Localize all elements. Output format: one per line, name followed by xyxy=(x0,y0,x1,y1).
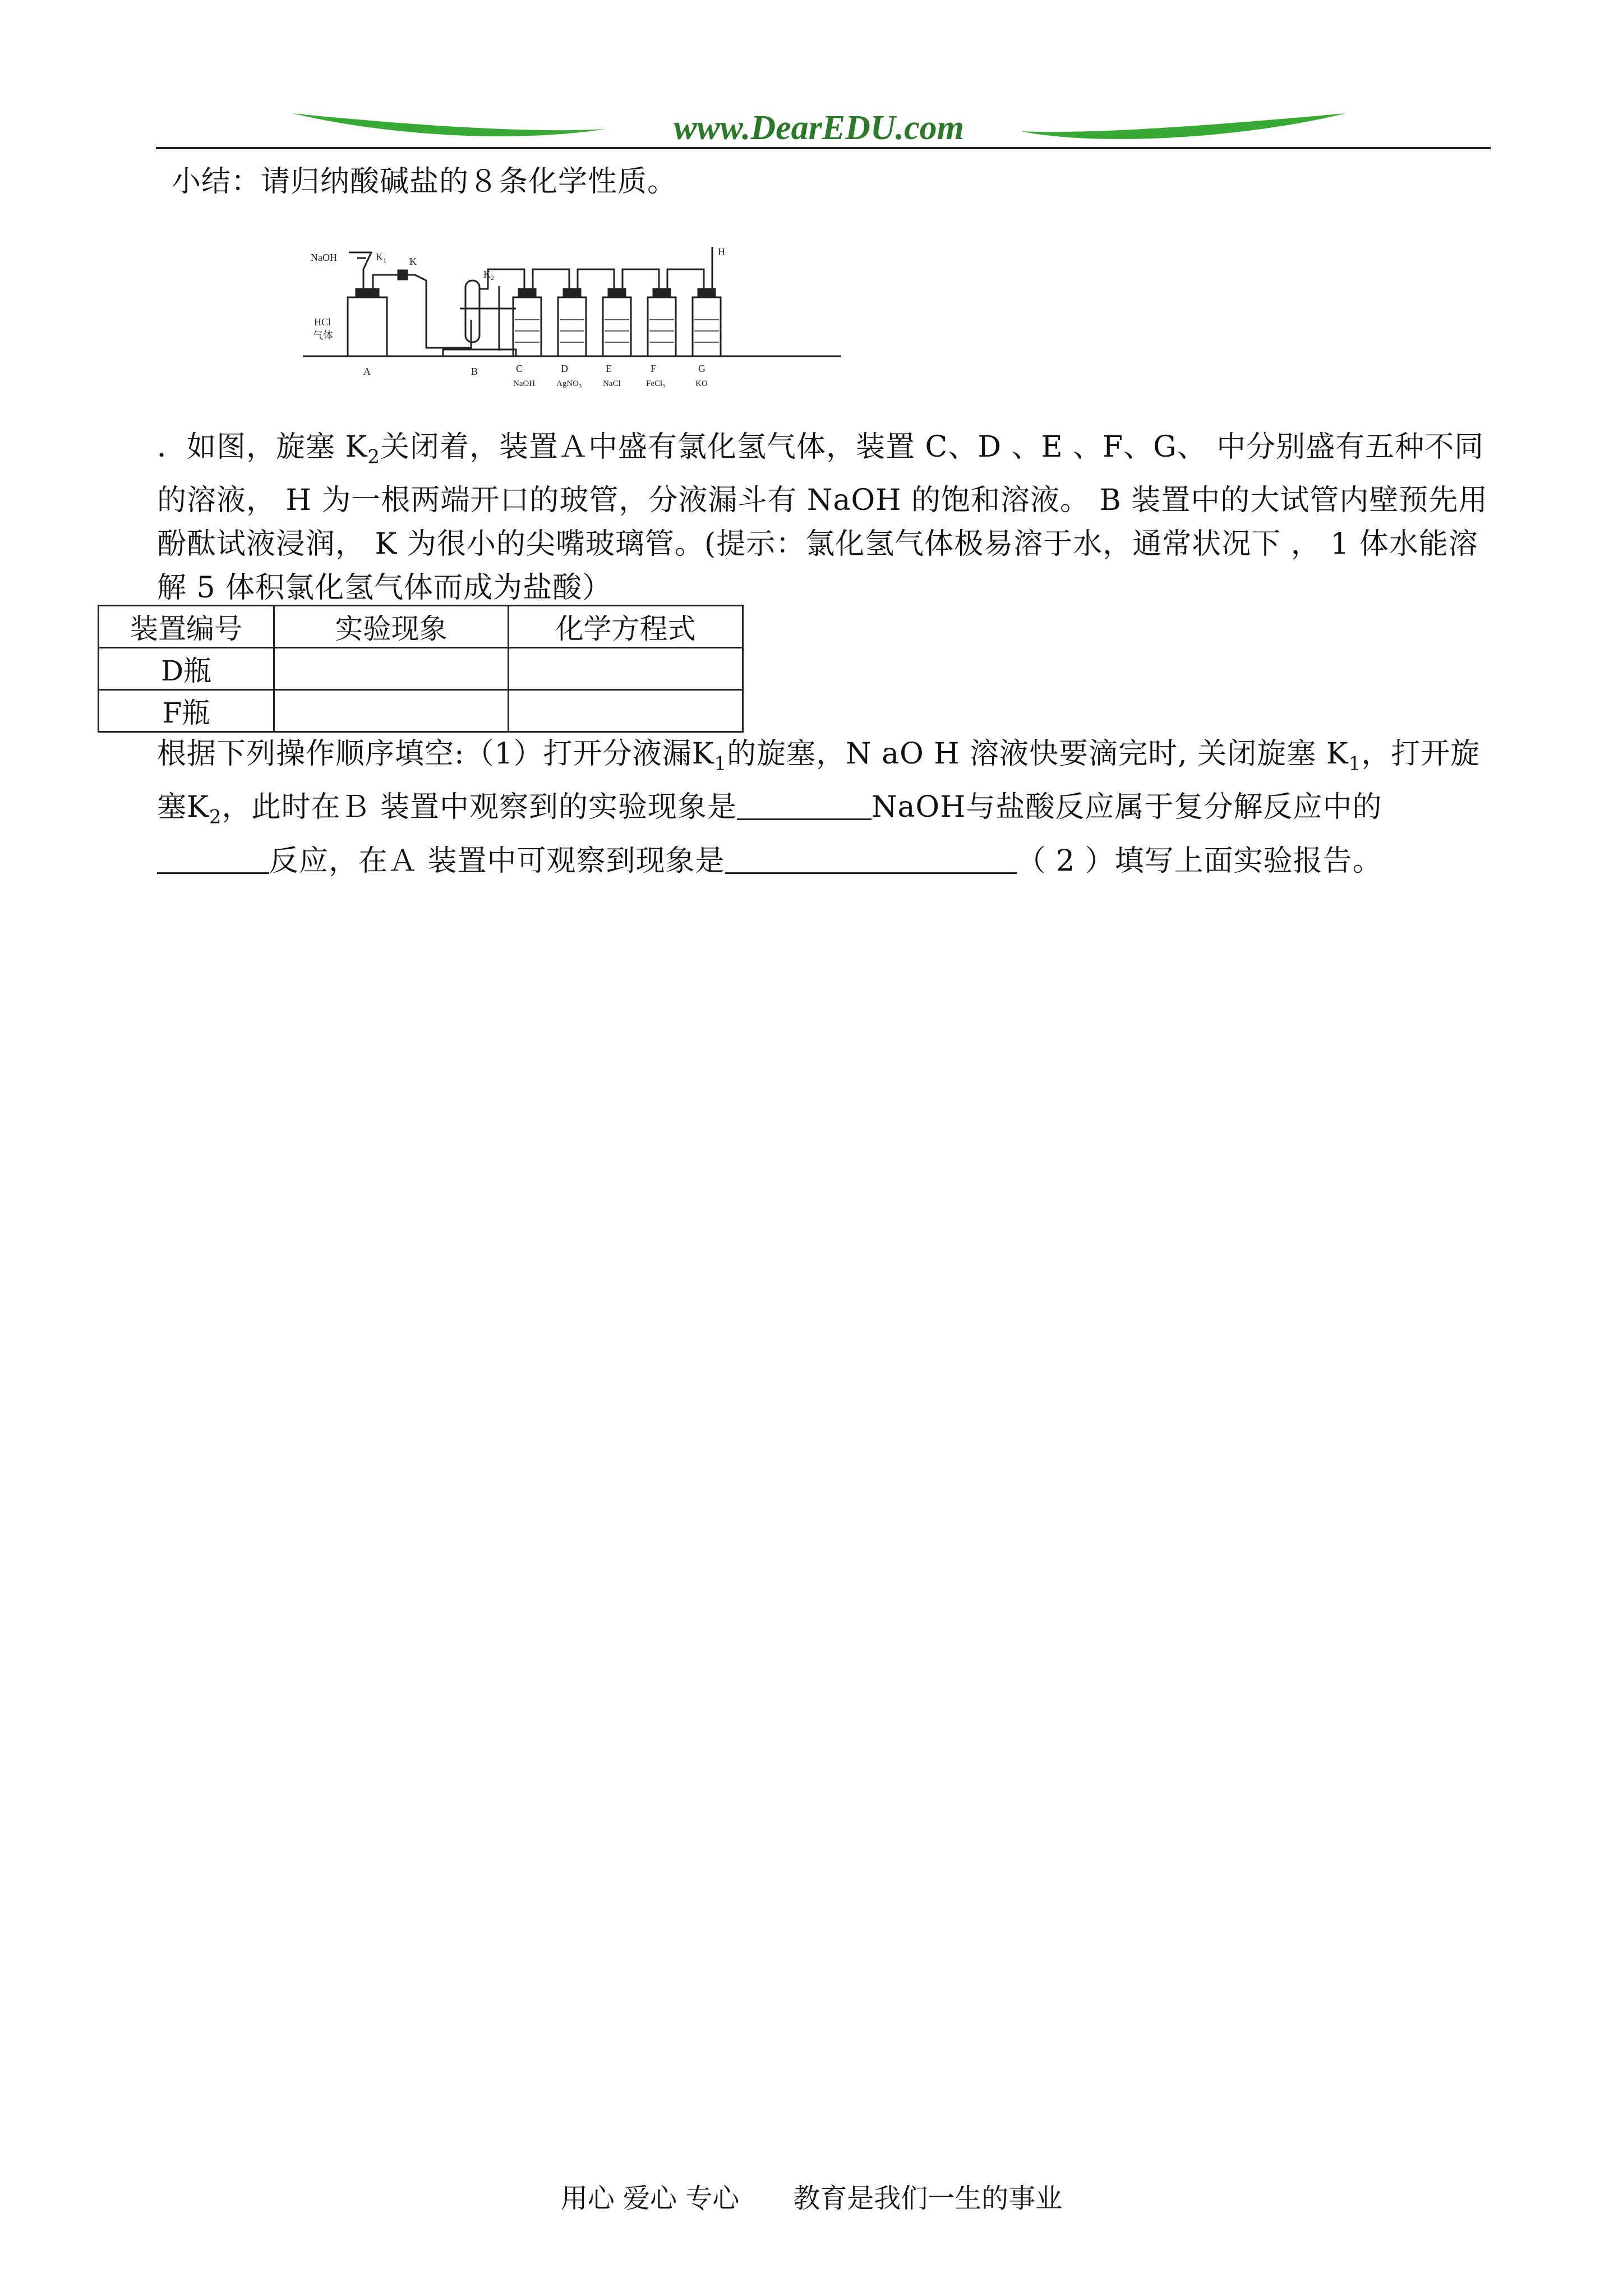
stand-base xyxy=(443,349,516,356)
test-tube-b xyxy=(465,280,479,342)
label-bottle-c: C xyxy=(516,363,523,374)
header-rule xyxy=(156,147,1491,149)
tube-d-e xyxy=(578,269,614,289)
answer-blank-1[interactable] xyxy=(737,792,872,820)
label-a: A xyxy=(363,366,371,377)
question-sub-2: 2 xyxy=(367,445,381,468)
bottle-e xyxy=(603,297,631,356)
instr-sub: 1 xyxy=(1348,752,1362,775)
bottle-d xyxy=(558,297,586,356)
label-k: K xyxy=(409,256,417,267)
bottle-f-stopper xyxy=(653,289,670,297)
footer-slogan: 用心 爱心 专心 教育是我们一生的事业 xyxy=(560,2183,1063,2214)
answer-blank-3[interactable] xyxy=(725,845,1017,874)
instr-text: 的旋塞，N aO H 溶液快要滴完时, 关闭旋塞 K xyxy=(727,737,1349,771)
table-header-cell: 实验现象 xyxy=(274,606,509,648)
bottle-c-stopper xyxy=(519,289,536,297)
label-h: H xyxy=(718,246,725,257)
apparatus-diagram xyxy=(303,236,841,404)
table-cell-blank[interactable] xyxy=(274,690,509,732)
tube-f-g xyxy=(667,269,704,289)
label-bottle-e-solution: NaCl xyxy=(603,379,621,388)
instr-text: NaOH与盐酸反应属于复分解反应中的 xyxy=(872,790,1382,825)
table-cell-blank[interactable] xyxy=(509,648,743,690)
table-row xyxy=(99,690,743,732)
bottle-a xyxy=(348,297,387,356)
bottle-f xyxy=(648,297,676,356)
instr-text: ，此时在Ｂ 装置中观察到的实验现象是 xyxy=(222,790,737,825)
label-bottle-e: E xyxy=(606,363,612,374)
table-row xyxy=(99,648,743,690)
header-logo xyxy=(292,107,1346,163)
table-header-row xyxy=(99,606,743,648)
tube-e-f xyxy=(623,269,659,289)
summary-text: 小结：请归纳酸碱盐的８条化学性质。 xyxy=(172,165,677,199)
bottle-e-stopper xyxy=(608,289,625,297)
bottles-group xyxy=(513,247,721,356)
label-bottle-d-solution: AgNO₃ xyxy=(556,379,582,388)
label-bottle-f-solution: FeCl₃ xyxy=(646,379,666,388)
instr-sub: 2 xyxy=(209,806,222,829)
bottle-d-stopper xyxy=(564,289,580,297)
report-table xyxy=(98,605,744,733)
table-cell-label: F瓶 xyxy=(99,690,274,732)
right-swoosh xyxy=(1021,113,1346,139)
bottle-g xyxy=(693,297,721,356)
bottle-g-stopper xyxy=(698,289,715,297)
left-swoosh xyxy=(292,113,606,136)
tube-c-d xyxy=(533,269,569,289)
instr-sub: 1 xyxy=(714,752,727,775)
label-b: B xyxy=(471,366,478,377)
bottle-a-stopper xyxy=(356,289,379,297)
liquid-hatching xyxy=(515,320,719,342)
label-k2: $K_2$ xyxy=(483,269,494,282)
valve-k2 xyxy=(398,270,407,279)
question-text-1: ．如图，旋塞 K xyxy=(157,430,368,464)
label-bottle-f: F xyxy=(651,363,657,374)
site-name: www.DearEDU.com xyxy=(674,109,964,147)
table-cell-label: D瓶 xyxy=(99,648,274,690)
question-paragraph xyxy=(157,425,1490,610)
instr-text: ，打开旋塞K xyxy=(157,737,1481,825)
label-hcl-1: HCl xyxy=(314,316,331,328)
label-bottle-c-solution: NaOH xyxy=(513,379,536,388)
label-k1: $K_1$ xyxy=(376,251,386,264)
label-bottle-d: D xyxy=(561,363,568,374)
label-naoh: NaOH xyxy=(311,252,337,263)
label-hcl-2: 气体 xyxy=(313,330,333,341)
table-header-cell: 装置编号 xyxy=(99,606,274,648)
table-header-cell: 化学方程式 xyxy=(509,606,743,648)
label-bottle-g-solution: KO xyxy=(695,379,708,388)
table-cell-blank[interactable] xyxy=(274,648,509,690)
instr-text: 根据下列操作顺序填空:（1）打开分液漏K xyxy=(157,737,714,771)
instr-text: （ 2 ）填写上面实验报告。 xyxy=(1016,844,1382,878)
instr-text: 反应，在Ａ 装置中可观察到现象是 xyxy=(269,844,725,878)
instructions-paragraph xyxy=(157,732,1490,883)
label-bottle-g: G xyxy=(698,363,706,374)
question-text-2: 关闭着，装置Ａ中盛有氯化氢气体，装置 C、D 、E 、F、G、 中分别盛有五种不同的溶液， H 为一根两端开口的玻管，分液漏斗有 NaOH 的饱和溶液。 B 装置中的大试管内壁预先用酚酞试液浸润， K 为很小的尖嘴玻璃管。(提示：氯化氢气体极易溶于水，通常状况下 ， 1 体水能溶解 5 体积氯化氢气体而成为盐酸） xyxy=(157,430,1488,605)
table-cell-blank[interactable] xyxy=(509,690,743,732)
answer-blank-2[interactable] xyxy=(157,845,269,874)
bottle-c xyxy=(513,297,541,356)
